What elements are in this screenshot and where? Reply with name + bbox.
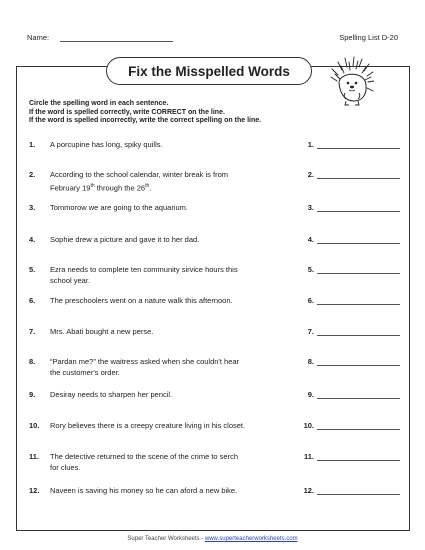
answer-number: 6. bbox=[307, 296, 314, 305]
question-number: 4. bbox=[29, 235, 36, 244]
answer-line[interactable] bbox=[317, 211, 400, 212]
answer-number: 1. bbox=[307, 140, 314, 149]
question-text: The preschoolers went on a nature walk this afternoon. bbox=[50, 296, 233, 305]
question-text: Naveen is saving his money so he can aford a new bike. bbox=[50, 486, 238, 495]
answer-number: 11. bbox=[303, 452, 314, 461]
question-number: 2. bbox=[29, 170, 36, 179]
spelling-list-label: Spelling List D-20 bbox=[339, 33, 398, 42]
porcupine-illustration bbox=[329, 55, 374, 107]
question-text: According to the school calendar, winter break is from February 19th through the 26th. bbox=[50, 170, 229, 192]
answer-number: 3. bbox=[307, 203, 314, 212]
question-number: 3. bbox=[29, 203, 36, 212]
answer-line[interactable] bbox=[317, 148, 400, 149]
answer-line[interactable] bbox=[317, 494, 400, 495]
instruction-line: If the word is spelled incorrectly, write the correct spelling on the line. bbox=[29, 117, 262, 124]
answer-number: 5. bbox=[307, 265, 314, 274]
question-number: 8. bbox=[29, 357, 36, 366]
question-number: 10. bbox=[29, 421, 40, 430]
question-7 bbox=[0, 327, 425, 349]
answer-line[interactable] bbox=[317, 304, 400, 305]
question-8 bbox=[0, 357, 425, 379]
question-text: Tommorow we are going to the aquarium. bbox=[50, 203, 188, 212]
answer-line[interactable] bbox=[317, 398, 400, 399]
answer-number: 12. bbox=[303, 486, 314, 495]
question-number: 12. bbox=[29, 486, 40, 495]
instruction-line: Circle the spelling word in each sentence. bbox=[29, 100, 169, 107]
answer-line[interactable] bbox=[317, 335, 400, 336]
question-number: 9. bbox=[29, 390, 36, 399]
page-title-text: Fix the Misspelled Words bbox=[128, 63, 290, 79]
answer-line[interactable] bbox=[317, 429, 400, 430]
question-text: Desiray needs to sharpen her pencil. bbox=[50, 390, 173, 399]
question-text: Sophie drew a picture and gave it to her dad. bbox=[50, 235, 200, 244]
answer-line[interactable] bbox=[317, 460, 400, 461]
question-9 bbox=[0, 390, 425, 412]
footer-link[interactable]: www.superteacherworksheets.com bbox=[204, 536, 298, 542]
answer-number: 8. bbox=[307, 357, 314, 366]
question-3 bbox=[0, 203, 425, 225]
question-text: “Pardan me?” the waitress asked when she couldn't hear the customer's order. bbox=[50, 357, 240, 377]
answer-line[interactable] bbox=[317, 273, 400, 274]
question-5 bbox=[0, 265, 425, 287]
answer-number: 10. bbox=[303, 421, 314, 430]
instructions bbox=[29, 100, 261, 126]
question-12 bbox=[0, 486, 425, 508]
answer-line[interactable] bbox=[317, 243, 400, 244]
answer-number: 7. bbox=[307, 327, 314, 336]
footer: Super Teacher Worksheets - www.superteacherworksheets.com bbox=[127, 536, 298, 542]
question-text: The detective returned to the scene of the crime to serch for clues. bbox=[50, 452, 239, 472]
question-number: 7. bbox=[29, 327, 36, 336]
question-10 bbox=[0, 421, 425, 443]
name-label: Name: bbox=[27, 33, 50, 42]
footer-brand: Super Teacher Worksheets bbox=[127, 536, 200, 542]
answer-line[interactable] bbox=[317, 178, 400, 179]
question-text: A porcupine has long, spiky quills. bbox=[50, 140, 163, 149]
answer-line[interactable] bbox=[317, 365, 400, 366]
answer-number: 2. bbox=[307, 170, 314, 179]
question-2 bbox=[0, 170, 425, 192]
question-text: Rory believes there is a creepy creature living in his closet. bbox=[50, 421, 246, 430]
question-text: Mrs. Abati bought a new perse. bbox=[50, 327, 154, 336]
question-1 bbox=[0, 140, 425, 162]
question-11 bbox=[0, 452, 425, 474]
question-number: 5. bbox=[29, 265, 36, 274]
page-title bbox=[106, 57, 312, 85]
question-number: 1. bbox=[29, 140, 36, 149]
question-text: Ezra needs to complete ten community sirvice hours this school year. bbox=[50, 265, 238, 285]
question-6 bbox=[0, 296, 425, 318]
instruction-line: If the word is spelled correctly, write CORRECT on the line. bbox=[29, 108, 225, 116]
name-line[interactable] bbox=[60, 41, 173, 42]
answer-number: 9. bbox=[307, 390, 314, 399]
answer-number: 4. bbox=[307, 235, 314, 244]
question-number: 11. bbox=[29, 452, 40, 461]
question-4 bbox=[0, 235, 425, 257]
question-number: 6. bbox=[29, 296, 36, 305]
